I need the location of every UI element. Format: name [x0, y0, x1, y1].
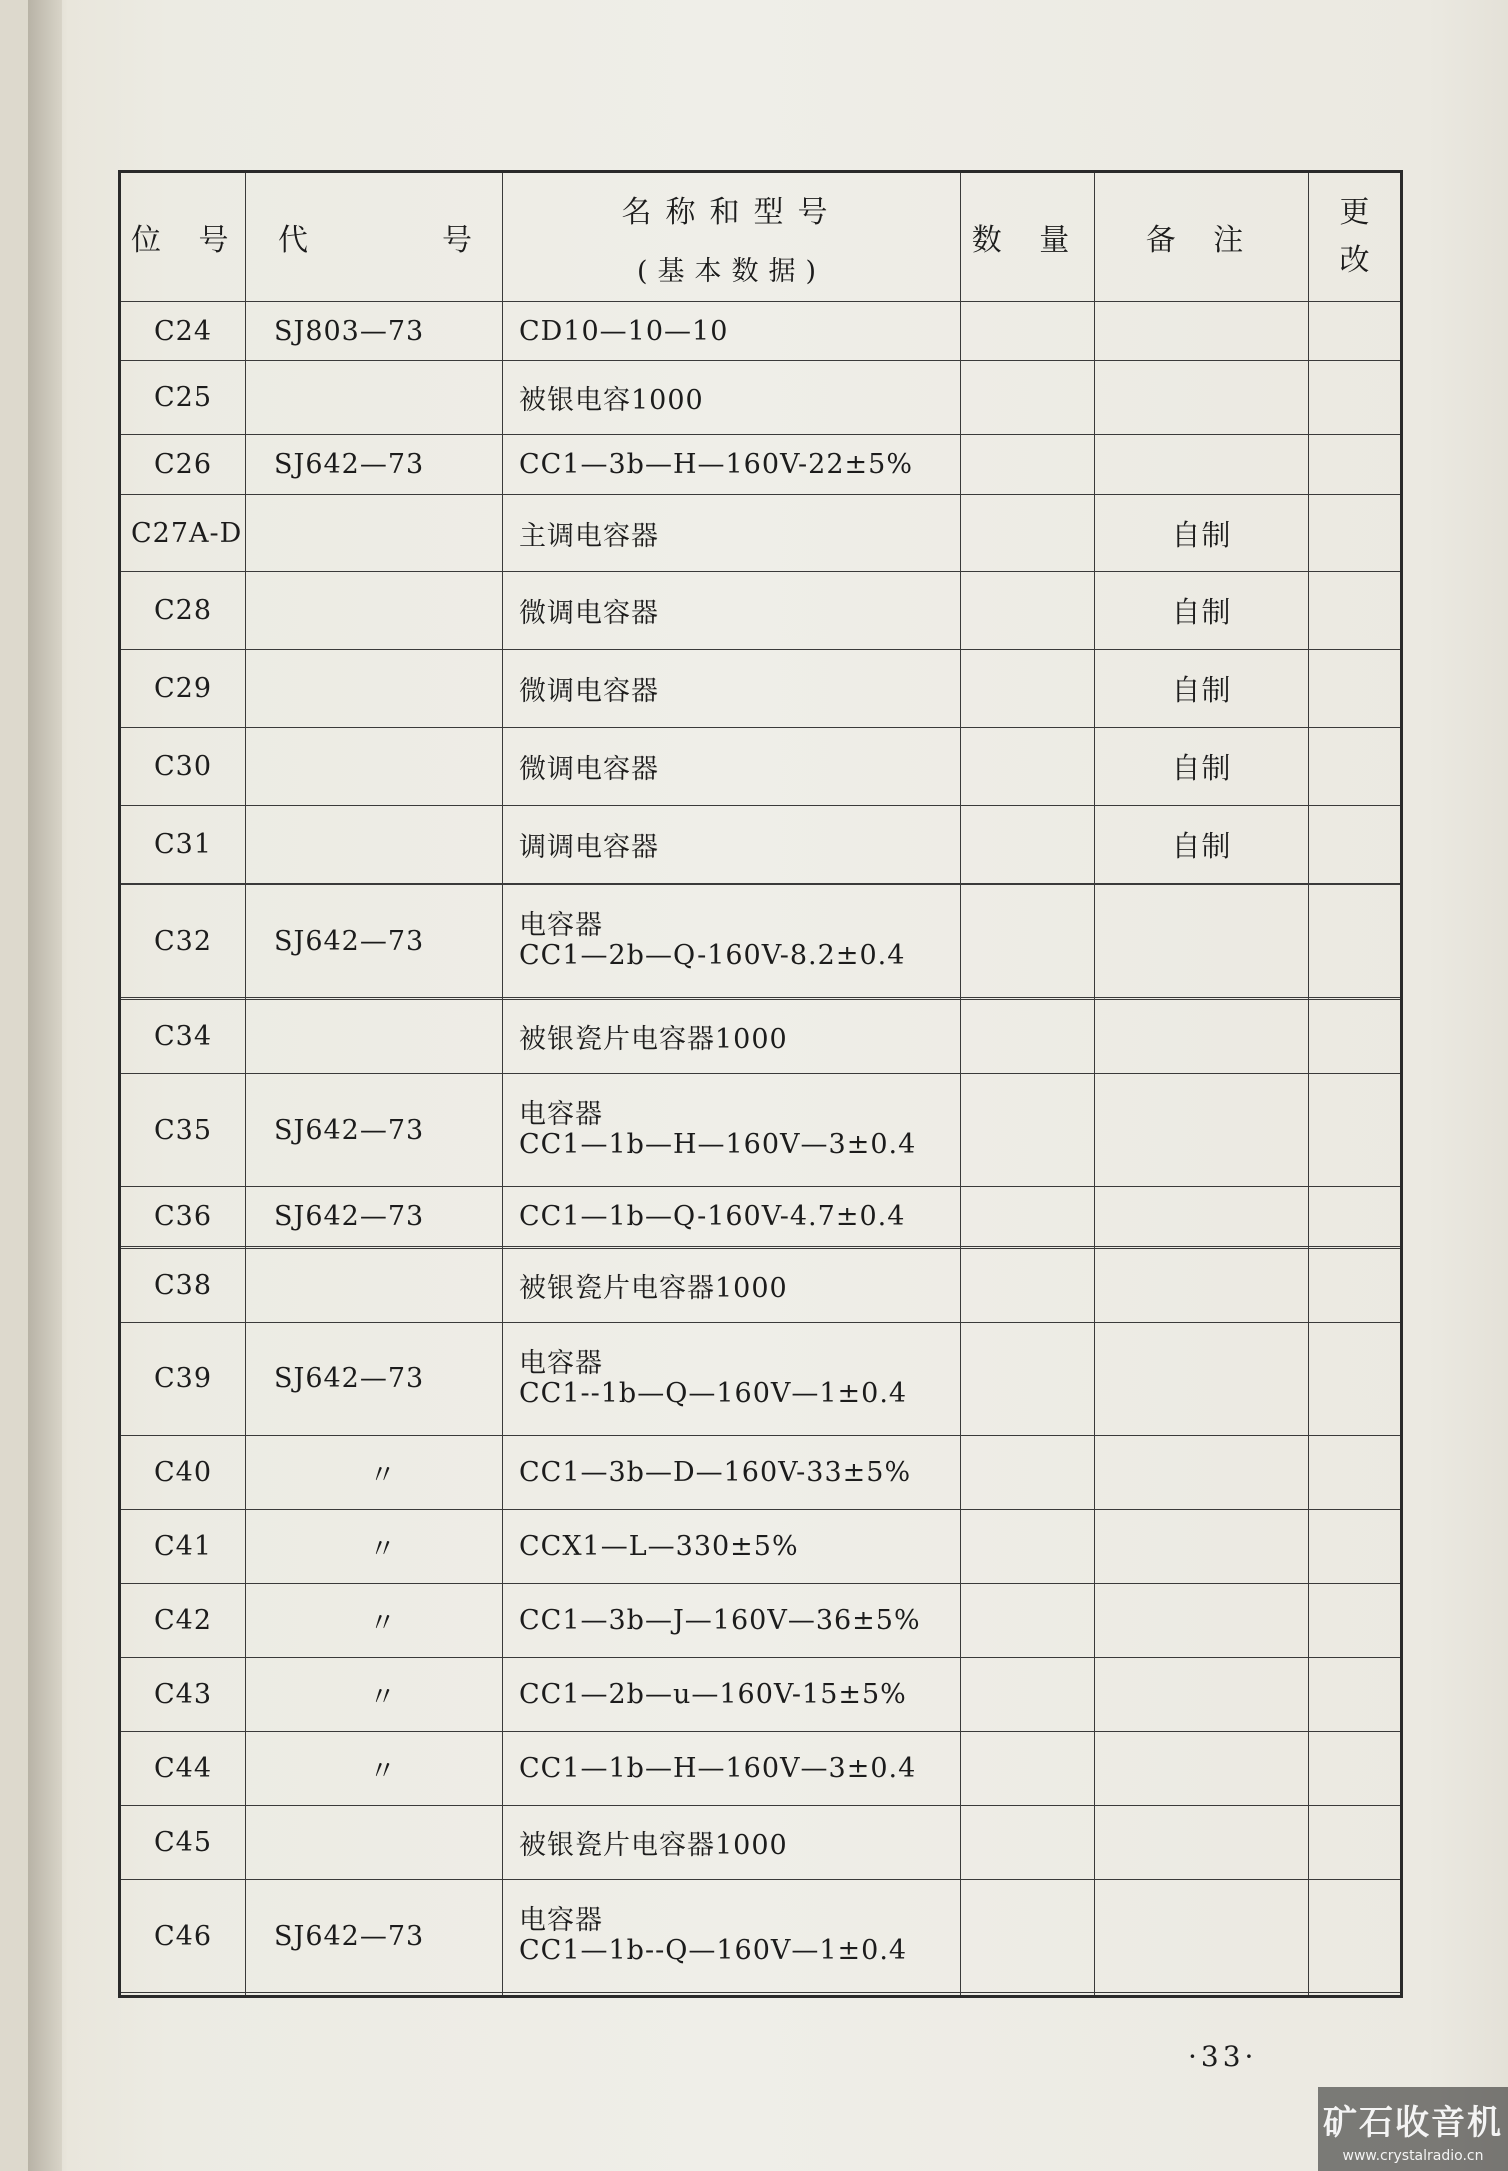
cell-quantity — [961, 1583, 1095, 1657]
cell-code: 〃 — [246, 1435, 503, 1509]
header-change-b: 改 — [1339, 243, 1370, 278]
table-row — [120, 728, 1402, 806]
cell-position: C42 — [120, 1583, 246, 1657]
cell-code: 〃 — [246, 1509, 503, 1583]
cell-position: C45 — [120, 1806, 246, 1880]
cell-name-line2: CC1—1b—H—160V—3±0.4 — [519, 1129, 917, 1161]
header-name-sub: (基本数据) — [636, 255, 827, 287]
cell-quantity — [961, 1880, 1095, 1993]
cell-change — [1309, 1731, 1402, 1805]
cell-position: C38 — [120, 1248, 246, 1322]
cell-name: 微调电容器 — [503, 650, 961, 728]
cell-name — [503, 1074, 961, 1187]
header-name-main: 名称和型号 — [621, 194, 842, 230]
cell-quantity — [961, 1435, 1095, 1509]
cell-position: C28 — [120, 572, 246, 650]
cell-quantity — [961, 805, 1095, 883]
cell-note: 自制 — [1095, 494, 1309, 572]
cell-change — [1309, 1509, 1402, 1583]
cell-name-line2: CC1--1b—Q—160V—1±0.4 — [519, 1377, 908, 1409]
cell-quantity — [961, 1509, 1095, 1583]
cell-code — [246, 572, 503, 650]
cell-name: 被银电容1000 — [503, 361, 961, 435]
table-row — [120, 1322, 1402, 1435]
table-row — [120, 302, 1402, 361]
table-row — [120, 1187, 1402, 1246]
cell-quantity — [961, 1000, 1095, 1074]
book-page — [28, 0, 1508, 2171]
cell-position: C39 — [120, 1322, 246, 1435]
cell-note — [1095, 1657, 1309, 1731]
header-code — [246, 172, 503, 302]
cell-note — [1095, 1187, 1309, 1246]
cell-note — [1095, 1509, 1309, 1583]
cell-name — [503, 1993, 961, 1997]
cell-code — [246, 650, 503, 728]
cell-note — [1095, 1248, 1309, 1322]
cell-quantity — [961, 1074, 1095, 1187]
page-number: ·33· — [1188, 2040, 1258, 2073]
header-code-b: 号 — [442, 223, 472, 258]
cell-position: C24 — [120, 302, 246, 361]
cell-quantity — [961, 1806, 1095, 1880]
cell-name: CD10—10—10 — [503, 302, 961, 361]
cell-quantity — [961, 728, 1095, 806]
cell-quantity — [961, 650, 1095, 728]
cell-position: C31 — [120, 805, 246, 883]
table-row — [120, 1993, 1402, 1997]
cell-quantity — [961, 1187, 1095, 1246]
cell-name: CC1—3b—J—160V—36±5% — [503, 1583, 961, 1657]
table-row — [120, 1074, 1402, 1187]
cell-change — [1309, 885, 1402, 998]
cell-name: CC1—3b—H—160V-22±5% — [503, 435, 961, 494]
cell-name-line1: 电容器 — [519, 910, 603, 942]
cell-code — [246, 1248, 503, 1322]
header-quantity: 数 量 — [961, 172, 1095, 302]
cell-note — [1095, 1806, 1309, 1880]
cell-note — [1095, 1993, 1309, 1997]
header-code-a: 代 — [278, 223, 308, 258]
header-change-a: 更 — [1339, 195, 1370, 230]
cell-note: 自制 — [1095, 728, 1309, 806]
cell-change — [1309, 1880, 1402, 1993]
table-row — [120, 650, 1402, 728]
cell-note — [1095, 435, 1309, 494]
cell-code: SJ642—73 — [246, 1880, 503, 1993]
cell-code: SJ642—73 — [246, 1187, 503, 1246]
cell-code — [246, 1806, 503, 1880]
cell-change — [1309, 494, 1402, 572]
cell-change — [1309, 1187, 1402, 1246]
cell-name: CC1—1b—Q-160V-4.7±0.4 — [503, 1187, 961, 1246]
cell-position: C25 — [120, 361, 246, 435]
cell-quantity — [961, 1322, 1095, 1435]
table-row — [120, 1880, 1402, 1993]
cell-change — [1309, 805, 1402, 883]
cell-name-line1: 电容器 — [519, 1347, 603, 1379]
cell-name — [503, 885, 961, 998]
cell-name: 主调电容器 — [503, 494, 961, 572]
cell-position: C30 — [120, 728, 246, 806]
cell-change — [1309, 1993, 1402, 1997]
cell-position: C40 — [120, 1435, 246, 1509]
cell-code: SJ803—73 — [246, 302, 503, 361]
cell-change — [1309, 650, 1402, 728]
cell-position: C34 — [120, 1000, 246, 1074]
cell-quantity — [961, 494, 1095, 572]
parts-table — [118, 170, 1403, 1998]
table-row — [120, 885, 1402, 998]
book-spine — [28, 0, 62, 2171]
header-note: 备 注 — [1095, 172, 1309, 302]
cell-quantity — [961, 361, 1095, 435]
header-change — [1309, 172, 1402, 302]
cell-name: 被银瓷片电容器1000 — [503, 1248, 961, 1322]
cell-change — [1309, 361, 1402, 435]
table-row — [120, 805, 1402, 883]
header-position: 位 号 — [120, 172, 246, 302]
cell-code: 〃 — [246, 1731, 503, 1805]
table-row — [120, 361, 1402, 435]
table-row — [120, 1509, 1402, 1583]
cell-name-line1: 电容器 — [519, 1905, 603, 1937]
cell-position: C29 — [120, 650, 246, 728]
cell-note: 自制 — [1095, 650, 1309, 728]
table-row — [120, 1248, 1402, 1322]
cell-position: C44 — [120, 1731, 246, 1805]
cell-note — [1095, 1322, 1309, 1435]
cell-position: C35 — [120, 1074, 246, 1187]
cell-change — [1309, 1583, 1402, 1657]
cell-code — [246, 1000, 503, 1074]
cell-position: C26 — [120, 435, 246, 494]
table-row — [120, 1806, 1402, 1880]
cell-name: CC1—2b—u—160V-15±5% — [503, 1657, 961, 1731]
table-row — [120, 1435, 1402, 1509]
table-row — [120, 1657, 1402, 1731]
site-watermark — [1318, 2087, 1508, 2171]
cell-note — [1095, 1731, 1309, 1805]
cell-position — [120, 1993, 246, 1997]
cell-name: 被银瓷片电容器1000 — [503, 1806, 961, 1880]
cell-note — [1095, 1583, 1309, 1657]
cell-change — [1309, 1435, 1402, 1509]
cell-quantity — [961, 1657, 1095, 1731]
table-row — [120, 1583, 1402, 1657]
cell-quantity — [961, 1248, 1095, 1322]
table-row — [120, 1000, 1402, 1074]
cell-note — [1095, 1880, 1309, 1993]
cell-note: 自制 — [1095, 805, 1309, 883]
cell-code — [246, 1993, 503, 1997]
cell-name-line1: 电容器 — [519, 1099, 603, 1131]
cell-change — [1309, 728, 1402, 806]
cell-name — [503, 1880, 961, 1993]
cell-code — [246, 494, 503, 572]
cell-code — [246, 805, 503, 883]
cell-change — [1309, 1074, 1402, 1187]
cell-quantity — [961, 885, 1095, 998]
cell-change — [1309, 435, 1402, 494]
cell-note — [1095, 885, 1309, 998]
table-header-row — [120, 172, 1402, 302]
cell-quantity — [961, 1731, 1095, 1805]
cell-code: 〃 — [246, 1583, 503, 1657]
cell-change — [1309, 1248, 1402, 1322]
cell-position: C27A-D — [120, 494, 246, 572]
cell-change — [1309, 1657, 1402, 1731]
cell-quantity — [961, 1993, 1095, 1997]
cell-note: 自制 — [1095, 572, 1309, 650]
cell-note — [1095, 1435, 1309, 1509]
cell-code — [246, 728, 503, 806]
cell-name — [503, 1322, 961, 1435]
table-row — [120, 1731, 1402, 1805]
cell-position: C43 — [120, 1657, 246, 1731]
cell-change — [1309, 572, 1402, 650]
cell-code: SJ642—73 — [246, 885, 503, 998]
cell-name-line2: CC1—2b—Q-160V-8.2±0.4 — [519, 940, 906, 972]
table-row — [120, 494, 1402, 572]
watermark-title: 矿石收音机 — [1323, 2103, 1503, 2143]
cell-change — [1309, 1322, 1402, 1435]
cell-quantity — [961, 435, 1095, 494]
cell-name: CC1—3b—D—160V-33±5% — [503, 1435, 961, 1509]
cell-change — [1309, 302, 1402, 361]
cell-name: 调调电容器 — [503, 805, 961, 883]
cell-name-line2: CC1—1b--Q—160V—1±0.4 — [519, 1935, 908, 1967]
header-name — [503, 172, 961, 302]
cell-code: SJ642—73 — [246, 1322, 503, 1435]
cell-note — [1095, 302, 1309, 361]
cell-name: CCX1—L—330±5% — [503, 1509, 961, 1583]
cell-name: 微调电容器 — [503, 572, 961, 650]
cell-note — [1095, 1074, 1309, 1187]
cell-code: SJ642—73 — [246, 435, 503, 494]
table-row — [120, 572, 1402, 650]
cell-note — [1095, 1000, 1309, 1074]
watermark-url: www.crystalradio.cn — [1342, 2148, 1484, 2164]
cell-name: 微调电容器 — [503, 728, 961, 806]
cell-position: C41 — [120, 1509, 246, 1583]
table-row — [120, 435, 1402, 494]
cell-name: CC1—1b—H—160V—3±0.4 — [503, 1731, 961, 1805]
cell-change — [1309, 1000, 1402, 1074]
cell-code — [246, 361, 503, 435]
cell-name: 被银瓷片电容器1000 — [503, 1000, 961, 1074]
cell-code: SJ642—73 — [246, 1074, 503, 1187]
cell-position: C32 — [120, 885, 246, 998]
cell-position: C36 — [120, 1187, 246, 1246]
cell-change — [1309, 1806, 1402, 1880]
cell-code: 〃 — [246, 1657, 503, 1731]
cell-position: C46 — [120, 1880, 246, 1993]
cell-quantity — [961, 572, 1095, 650]
cell-note — [1095, 361, 1309, 435]
cell-quantity — [961, 302, 1095, 361]
